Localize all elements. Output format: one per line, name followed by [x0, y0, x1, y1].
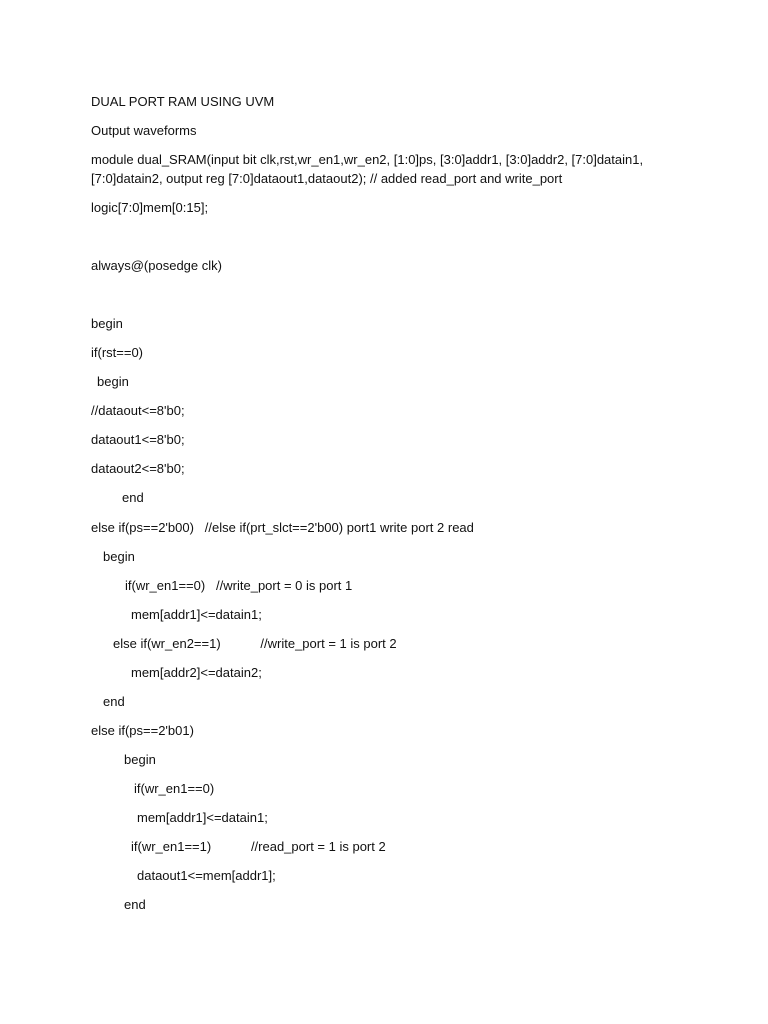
document-subtitle: Output waveforms: [91, 123, 197, 138]
code-line: else if(ps==2'b01): [91, 723, 194, 738]
code-line: begin: [124, 752, 156, 767]
code-line: mem[addr1]<=datain1;: [131, 607, 262, 622]
code-line: dataout2<=8'b0;: [91, 461, 185, 476]
code-line: mem[addr2]<=datain2;: [131, 665, 262, 680]
code-line: end: [122, 490, 144, 505]
code-line: else if(ps==2'b00) //else if(prt_slct==2'b00) port1 write port 2 read: [91, 520, 474, 535]
code-line: dataout1<=8'b0;: [91, 432, 185, 447]
code-line: mem[addr1]<=datain1;: [137, 810, 268, 825]
code-line: if(rst==0): [91, 345, 144, 360]
code-line: begin: [97, 374, 129, 389]
code-line: module dual_SRAM(input bit clk,rst,wr_en1,wr_en2, [1:0]ps, [3:0]addr1, [3:0]addr2, [7:0]datain1,: [91, 152, 644, 167]
code-line: if(wr_en1==0) //write_port = 0 is port 1: [125, 578, 353, 593]
code-line: logic[7:0]mem[0:15];: [91, 200, 209, 215]
code-line: always@(posedge clk): [91, 258, 222, 273]
code-line: begin: [103, 549, 135, 564]
code-line: else if(wr_en2==1) //write_port = 1 is port 2: [113, 636, 397, 651]
code-line: if(wr_en1==1) //read_port = 1 is port 2: [131, 839, 386, 854]
code-line: end: [103, 694, 125, 709]
code-line: begin: [91, 316, 123, 331]
document-title: DUAL PORT RAM USING UVM: [91, 94, 275, 109]
code-line: end: [124, 897, 146, 912]
code-line: //dataout<=8'b0;: [91, 403, 185, 418]
code-line: dataout1<=mem[addr1];: [137, 868, 276, 883]
code-line: [7:0]datain2, output reg [7:0]dataout1,dataout2); // added read_port and write_port: [91, 171, 563, 186]
code-line: if(wr_en1==0): [134, 781, 215, 796]
